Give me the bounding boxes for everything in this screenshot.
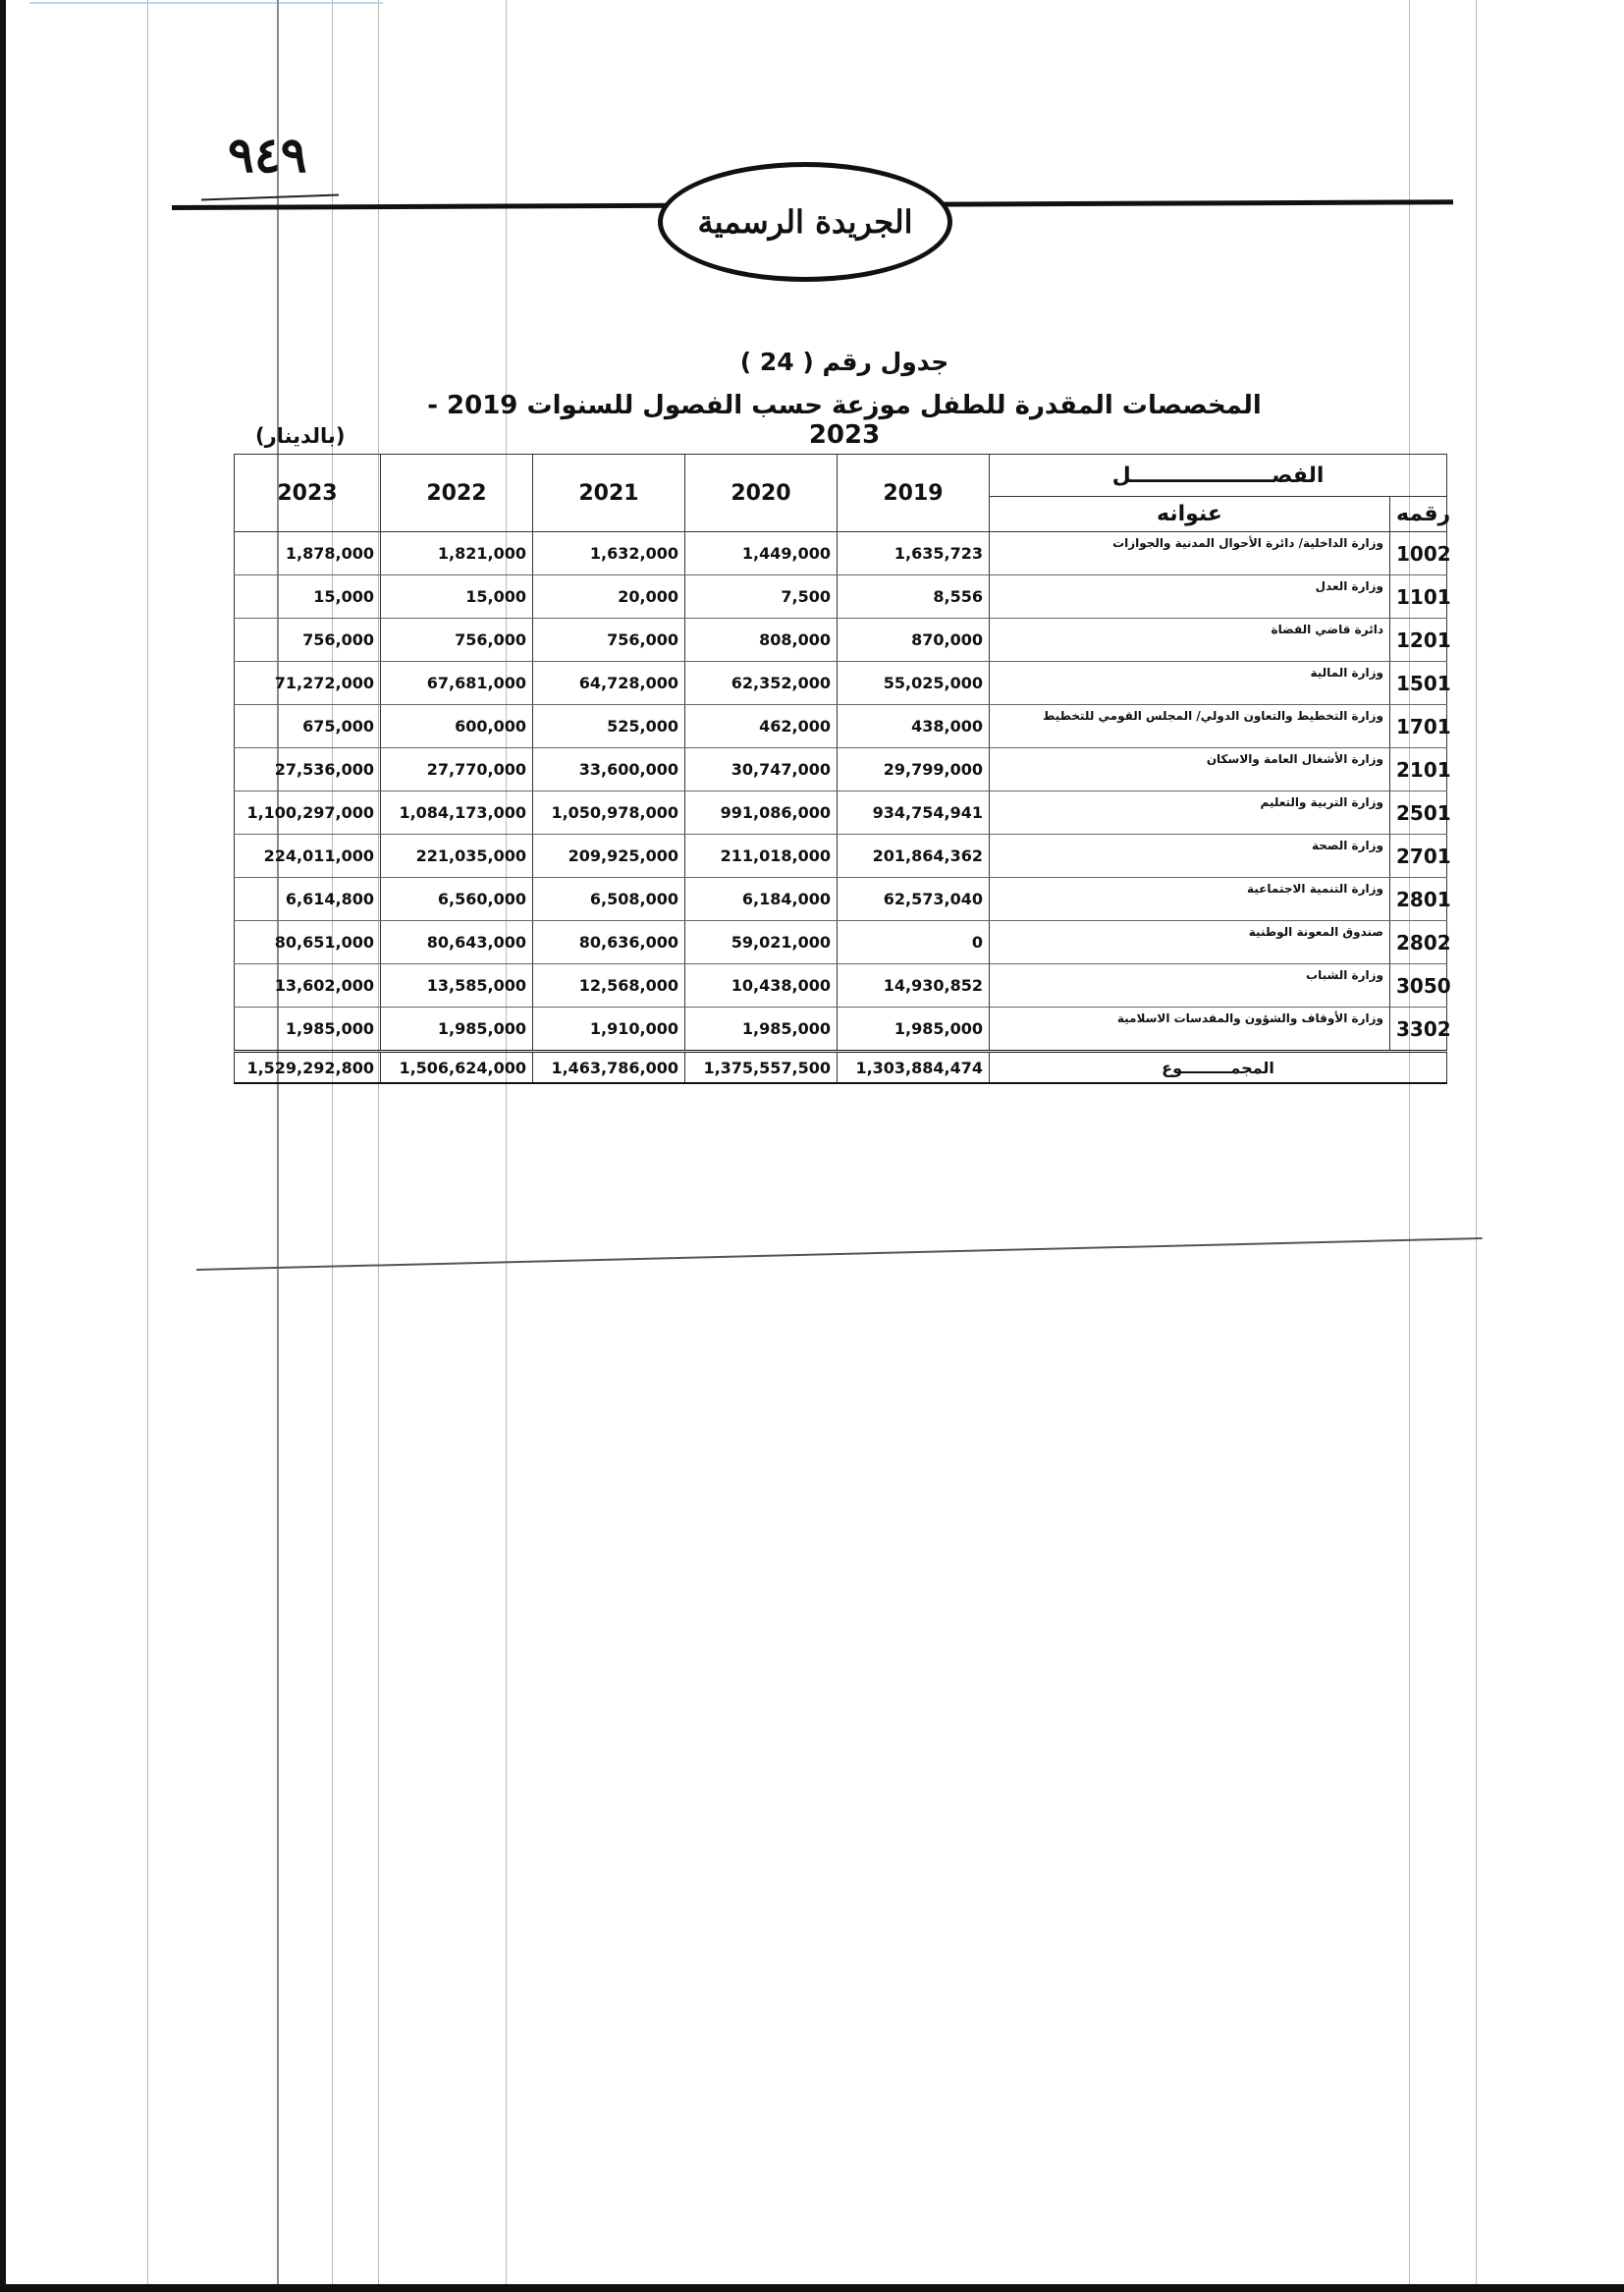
amount-cell: 462,000 xyxy=(685,705,838,748)
scan-streak xyxy=(147,0,148,2284)
scan-streak xyxy=(378,0,379,2284)
amount-cell: 80,651,000 xyxy=(235,921,381,964)
gazette-title-oval xyxy=(658,162,952,282)
amount-cell: 15,000 xyxy=(381,575,533,619)
amount-cell: 870,000 xyxy=(838,619,990,662)
chapter-name: وزارة العدل xyxy=(990,575,1390,619)
amount-cell: 438,000 xyxy=(838,705,990,748)
amount-cell: 991,086,000 xyxy=(685,791,838,835)
amount-cell: 80,636,000 xyxy=(533,921,685,964)
amount-cell: 13,585,000 xyxy=(381,964,533,1008)
table-row xyxy=(235,532,1447,575)
chapter-code: 1701 xyxy=(1390,705,1447,748)
amount-cell: 1,821,000 xyxy=(381,532,533,575)
chapter-name: وزارة التنمية الاجتماعية xyxy=(990,878,1390,921)
chapter-name: وزارة الأشغال العامة والاسكان xyxy=(990,748,1390,791)
amount-cell: 1,985,000 xyxy=(235,1008,381,1052)
amount-cell: 224,011,000 xyxy=(235,835,381,878)
amount-cell: 1,878,000 xyxy=(235,532,381,575)
amount-cell: 808,000 xyxy=(685,619,838,662)
chapter-code: 2801 xyxy=(1390,878,1447,921)
amount-cell: 1,100,297,000 xyxy=(235,791,381,835)
chapter-name: وزارة المالية xyxy=(990,662,1390,705)
scan-streak xyxy=(332,0,333,2284)
table-body xyxy=(235,532,1451,1052)
chapter-code: 3302 xyxy=(1390,1008,1447,1052)
amount-cell: 62,352,000 xyxy=(685,662,838,705)
chapter-name: صندوق المعونة الوطنية xyxy=(990,921,1390,964)
amount-cell: 62,573,040 xyxy=(838,878,990,921)
amount-cell: 13,602,000 xyxy=(235,964,381,1008)
chapter-code: 2101 xyxy=(1390,748,1447,791)
amount-cell: 1,635,723 xyxy=(838,532,990,575)
amount-cell: 80,643,000 xyxy=(381,921,533,964)
table-row xyxy=(235,921,1447,964)
table-row xyxy=(235,791,1447,835)
amount-cell: 934,754,941 xyxy=(838,791,990,835)
amount-cell: 1,632,000 xyxy=(533,532,685,575)
chapter-code: 2802 xyxy=(1390,921,1447,964)
amount-cell: 27,536,000 xyxy=(235,748,381,791)
amount-cell: 8,556 xyxy=(838,575,990,619)
amount-cell: 15,000 xyxy=(235,575,381,619)
amount-cell: 1,985,000 xyxy=(685,1008,838,1052)
amount-cell: 756,000 xyxy=(235,619,381,662)
total-label: المجمـــــــــوع xyxy=(990,1052,1447,1084)
amount-cell: 1,985,000 xyxy=(381,1008,533,1052)
year-header: 2021 xyxy=(533,455,685,532)
allocations-table xyxy=(234,454,1451,1084)
amount-cell: 201,864,362 xyxy=(838,835,990,878)
amount-cell: 55,025,000 xyxy=(838,662,990,705)
table-row xyxy=(235,1008,1447,1052)
chapter-code-header: رقمه xyxy=(1390,497,1447,532)
chapter-name: وزارة الشباب xyxy=(990,964,1390,1008)
chapter-name: وزارة الصحة xyxy=(990,835,1390,878)
closing-rule xyxy=(196,1237,1483,1271)
chapter-name-header: عنوانه xyxy=(990,497,1390,532)
chapter-code: 2501 xyxy=(1390,791,1447,835)
page-number-underline xyxy=(201,194,339,201)
total-2023: 1,529,292,800 xyxy=(235,1052,381,1084)
table-row xyxy=(235,748,1447,791)
chapter-name: وزارة التخطيط والتعاون الدولي/ المجلس القومي للتخطيط xyxy=(990,705,1390,748)
scan-streak xyxy=(29,2,383,4)
year-header: 2022 xyxy=(381,455,533,532)
total-2022: 1,506,624,000 xyxy=(381,1052,533,1084)
chapter-code: 2701 xyxy=(1390,835,1447,878)
amount-cell: 29,799,000 xyxy=(838,748,990,791)
amount-cell: 6,614,800 xyxy=(235,878,381,921)
scan-streak xyxy=(506,0,507,2284)
table-row xyxy=(235,705,1447,748)
chapter-name: دائرة قاضي القضاة xyxy=(990,619,1390,662)
amount-cell: 1,084,173,000 xyxy=(381,791,533,835)
amount-cell: 67,681,000 xyxy=(381,662,533,705)
amount-cell: 71,272,000 xyxy=(235,662,381,705)
chapter-code: 1201 xyxy=(1390,619,1447,662)
amount-cell: 209,925,000 xyxy=(533,835,685,878)
total-row xyxy=(235,1052,1447,1084)
amount-cell: 756,000 xyxy=(533,619,685,662)
table-row xyxy=(235,619,1447,662)
amount-cell: 12,568,000 xyxy=(533,964,685,1008)
scan-streak xyxy=(277,0,279,2284)
scan-streak xyxy=(1409,0,1410,2284)
scan-streak xyxy=(1476,0,1477,2284)
amount-cell: 27,770,000 xyxy=(381,748,533,791)
amount-cell: 1,050,978,000 xyxy=(533,791,685,835)
amount-cell: 33,600,000 xyxy=(533,748,685,791)
amount-cell: 756,000 xyxy=(381,619,533,662)
year-header: 2023 xyxy=(235,455,381,532)
total-2019: 1,303,884,474 xyxy=(838,1052,990,1084)
chapter-code: 1501 xyxy=(1390,662,1447,705)
table-row xyxy=(235,835,1447,878)
amount-cell: 6,508,000 xyxy=(533,878,685,921)
scan-edge-bottom xyxy=(0,2284,1624,2292)
amount-cell: 211,018,000 xyxy=(685,835,838,878)
table-row xyxy=(235,575,1447,619)
amount-cell: 10,438,000 xyxy=(685,964,838,1008)
amount-cell: 600,000 xyxy=(381,705,533,748)
amount-cell: 1,449,000 xyxy=(685,532,838,575)
amount-cell: 0 xyxy=(838,921,990,964)
chapter-name: وزارة الداخلية/ دائرة الأحوال المدنية والجوازات xyxy=(990,532,1390,575)
chapter-code: 1002 xyxy=(1390,532,1447,575)
gazette-title: الجريدة الرسمية xyxy=(697,203,913,241)
chapter-name: وزارة التربية والتعليم xyxy=(990,791,1390,835)
page-number: ٩٤٩ xyxy=(228,126,307,184)
amount-cell: 59,021,000 xyxy=(685,921,838,964)
amount-cell: 6,184,000 xyxy=(685,878,838,921)
amount-cell: 6,560,000 xyxy=(381,878,533,921)
table-title: المخصصات المقدرة للطفل موزعة حسب الفصول للسنوات 2019 - 2023 xyxy=(427,391,1262,450)
amount-cell: 14,930,852 xyxy=(838,964,990,1008)
total-2021: 1,463,786,000 xyxy=(533,1052,685,1084)
chapter-code: 1101 xyxy=(1390,575,1447,619)
unit-label: (بالدينار) xyxy=(255,424,346,448)
scan-edge-left xyxy=(0,0,6,2292)
amount-cell: 221,035,000 xyxy=(381,835,533,878)
year-header: 2020 xyxy=(685,455,838,532)
year-header: 2019 xyxy=(838,455,990,532)
amount-cell: 30,747,000 xyxy=(685,748,838,791)
amount-cell: 525,000 xyxy=(533,705,685,748)
table-caption: جدول رقم ( 24 ) xyxy=(739,348,949,376)
table-row xyxy=(235,662,1447,705)
amount-cell: 1,910,000 xyxy=(533,1008,685,1052)
amount-cell: 1,985,000 xyxy=(838,1008,990,1052)
chapter-header: الفصـــــــــــــــــــل xyxy=(990,455,1447,497)
table-row xyxy=(235,878,1447,921)
amount-cell: 675,000 xyxy=(235,705,381,748)
chapter-name: وزارة الأوقاف والشؤون والمقدسات الاسلامية xyxy=(990,1008,1390,1052)
amount-cell: 7,500 xyxy=(685,575,838,619)
amount-cell: 64,728,000 xyxy=(533,662,685,705)
table-row xyxy=(235,964,1447,1008)
chapter-code: 3050 xyxy=(1390,964,1447,1008)
amount-cell: 20,000 xyxy=(533,575,685,619)
total-2020: 1,375,557,500 xyxy=(685,1052,838,1084)
